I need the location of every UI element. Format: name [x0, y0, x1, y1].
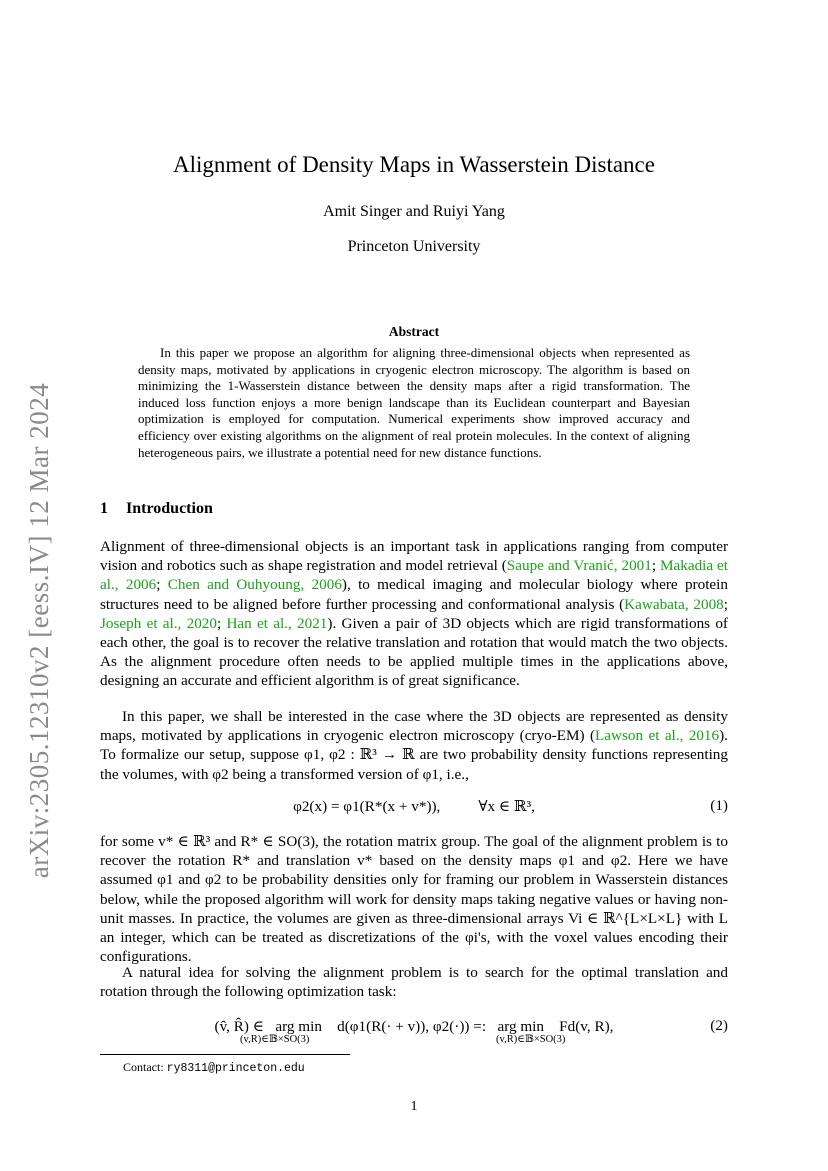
footnote-rule [100, 1054, 350, 1055]
arxiv-side-stamp [10, 380, 70, 880]
footnote-label: Contact: [123, 1060, 164, 1074]
page-number: 1 [410, 1099, 418, 1114]
intro-paragraph-2 [100, 707, 728, 784]
equation-1 [100, 797, 728, 819]
contact-email[interactable]: ry8311@princeton.edu [166, 1062, 305, 1075]
citation-link[interactable]: Chen and Ouhyoung, 2006 [167, 576, 342, 594]
intro-paragraph-1 [100, 537, 728, 691]
abstract-heading: Abstract [388, 324, 440, 339]
text-run: ). Given a pair of 3D objects which are rigid transformations of each other, the goal is to recover the relative translation and rotation that would match the two objects. As the alignment procedure often needs to be applied multiple times in the applications above, designing an accurate and efficient algorithm is of great significance. [100, 614, 728, 690]
section-title: Introduction [126, 500, 213, 517]
text-run: In this paper, we shall be interested in the case where the 3D objects are represented as density maps, motivated by applications in cryogenic electron microscopy (cryo-EM) ( [100, 708, 728, 745]
equation-2-subscript-2: (v,R)∈𝔹×SO(3) [496, 1034, 566, 1045]
citation-link[interactable]: Joseph et al., 2020 [100, 614, 217, 632]
citation-link[interactable]: Lawson et al., 2016 [595, 727, 720, 745]
paper-title: Alignment of Density Maps in Wasserstein Distance [173, 152, 655, 177]
equation-2-subscript-1: (v,R)∈𝔹×SO(3) [240, 1034, 310, 1045]
text-run: ; [156, 576, 168, 594]
text-run: Alignment of three-dimensional objects is an important task in applications ranging from computer vision and robotics such as shape registration and model retrieval ( [100, 538, 728, 575]
citation-link[interactable]: Kawabata, 2008 [624, 595, 724, 613]
paper-authors: Amit Singer and Ruiyi Yang [323, 203, 505, 220]
citation-link[interactable]: Makadia et al., 2006 [100, 557, 728, 594]
intro-paragraph-4: A natural idea for solving the alignment problem is to search for the optimal translation and rotation through the following optimization task: [100, 964, 728, 1001]
footnote [123, 1060, 305, 1075]
text-run: ). To formalize our setup, suppose φ1, φ2 : ℝ³ → ℝ are two probability density functions representing the volumes, with φ2 being a transformed version of φ1, i.e., [100, 727, 728, 783]
arxiv-identifier: arXiv:2305.12310v2 [eess.IV] 12 Mar 2024 [24, 382, 55, 878]
equation-2-number: (2) [710, 1017, 728, 1034]
abstract-text: In this paper we propose an algorithm for aligning three-dimensional objects when represented as density maps, motivated by applications in cryogenic electron microscopy. The algorithm is based on minimizing the 1-Wasserstein distance between the density maps after a rigid transformation. The induced loss function enjoys a more benign landscape than its Euclidean counterpart and Bayesian optimization is employed for computation. Numerical experiments show improved accuracy and efficiency over existing algorithms on the alignment of real protein molecules. In the context of aligning heterogeneous pairs, we illustrate a potential need for new distance functions. [138, 345, 690, 460]
section-number: 1 [100, 500, 108, 517]
equation-1-number: (1) [710, 797, 728, 814]
text-run: ; [651, 557, 660, 575]
text-run: ; [216, 614, 227, 632]
equation-1-body: φ2(x) = φ1(R*(x + v*)), ∀x ∈ ℝ³, [293, 798, 535, 815]
section-heading [100, 500, 213, 518]
text-run: ), to medical imaging and molecular biology where protein structures need to be aligned before further processing and conformational analysis ( [100, 576, 728, 613]
intro-paragraph-3: for some v* ∈ ℝ³ and R* ∈ SO(3), the rotation matrix group. The goal of the alignment problem is to recover the rotation R* and translation v* based on the density maps φ1 and φ2. Here we have assumed φ1 and φ2 to be probability densities only for framing our problem in Wasserstein distances below, while the proposed algorithm will work for density maps taking negative values or having non-unit masses. In practice, the volumes are given as three-dimensional arrays Vi ∈ ℝ^{L×L×L} with L an integer, which can be treated as discretizations of the φi's, with the voxel values encoding their configurations. [100, 833, 728, 966]
citation-link[interactable]: Han et al., 2021 [226, 614, 328, 632]
text-run: ; [723, 595, 728, 613]
equation-2 [100, 1017, 728, 1051]
equation-2-body: (v̂, R̂) ∈ arg min d(φ1(R(· + v)), φ2(·)) =: arg min Fd(v, R), [214, 1018, 614, 1035]
citation-link[interactable]: Saupe and Vranić, 2001 [506, 557, 652, 575]
paper-affiliation: Princeton University [347, 238, 481, 255]
